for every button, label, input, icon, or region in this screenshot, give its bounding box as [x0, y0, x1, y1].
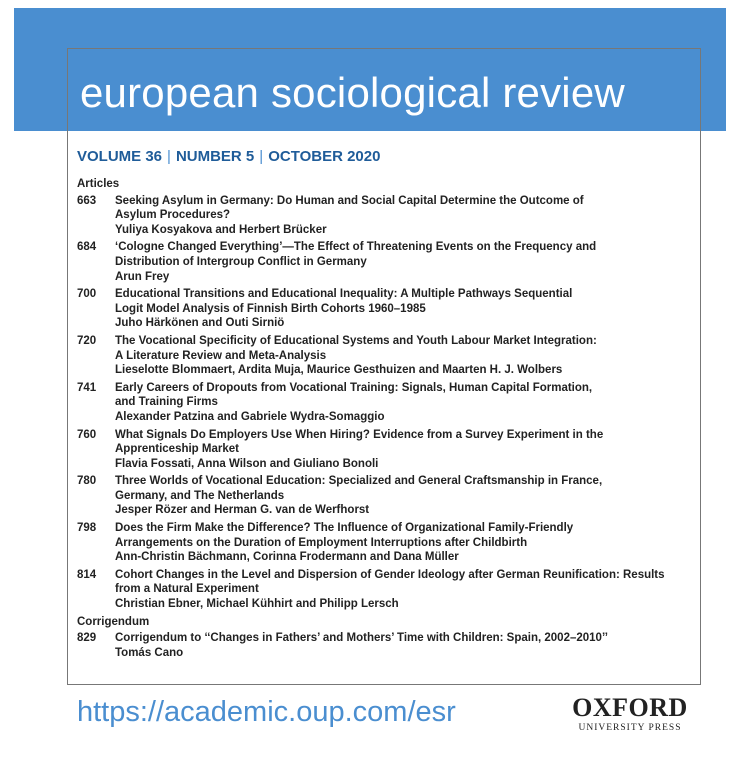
toc-article-authors: Flavia Fossati, Anna Wilson and Giuliano Bonoli — [115, 457, 379, 470]
toc-article-title: The Vocational Specificity of Educational Systems and Youth Labour Market Integration: — [115, 334, 597, 347]
toc-entry-body — [115, 568, 697, 612]
toc-article-title: Apprenticeship Market — [115, 443, 239, 456]
toc-entry-body — [115, 194, 697, 238]
date-label: OCTOBER 2020 — [268, 148, 381, 165]
toc-entry-body — [115, 287, 697, 331]
toc-page-number: 814 — [77, 568, 97, 581]
toc-article-title: Educational Transitions and Educational Inequality: A Multiple Pathways Sequential — [115, 288, 573, 301]
toc-entry[interactable] — [77, 428, 697, 472]
toc-entry[interactable] — [77, 194, 697, 238]
toc-entry[interactable] — [77, 631, 697, 660]
toc-article-authors: Juho Härkönen and Outi Sirniö — [115, 317, 285, 330]
toc-page-number: 741 — [77, 381, 97, 394]
toc-article-title: Seeking Asylum in Germany: Do Human and Social Capital Determine the Outcome of — [115, 194, 584, 207]
corrigendum-heading: Corrigendum — [77, 615, 150, 628]
number-label: NUMBER 5 — [175, 148, 255, 165]
toc-entry[interactable] — [77, 334, 697, 378]
toc-article-authors: Christian Ebner, Michael Kühhirt and Philipp Lersch — [115, 598, 399, 611]
toc-entry[interactable] — [77, 381, 697, 425]
toc-article-authors: Tomás Cano — [115, 646, 184, 659]
toc-article-title: and Training Firms — [115, 396, 218, 409]
logo-press-text: UNIVERSITY PRESS — [578, 723, 682, 733]
toc-page-number: 780 — [77, 475, 97, 488]
journal-url-link[interactable]: https://academic.oup.com/esr — [77, 696, 456, 728]
toc-article-authors: Jesper Rözer and Herman G. van de Werfhorst — [115, 504, 370, 517]
toc-entry-body — [115, 474, 697, 518]
articles-heading: Articles — [77, 178, 120, 190]
toc-entry-body — [115, 428, 697, 472]
volume-label: VOLUME 36 — [77, 148, 163, 165]
toc-article-title: A Literature Review and Meta-Analysis — [115, 349, 327, 362]
toc-article-title: ‘Cologne Changed Everything’—The Effect of Threatening Events on the Frequency and — [115, 241, 597, 254]
oxford-logo — [569, 694, 691, 734]
toc-article-title: Distribution of Intergroup Conflict in Germany — [115, 255, 367, 268]
toc-page-number: 760 — [77, 428, 97, 441]
corrigenda-list — [77, 631, 697, 660]
toc-article-authors: Yuliya Kosyakova and Herbert Brücker — [115, 223, 327, 236]
toc-article-title: from a Natural Experiment — [115, 583, 259, 596]
toc-page-number: 700 — [77, 288, 97, 301]
toc-article-title: Logit Model Analysis of Finnish Birth Cohorts 1960–1985 — [115, 302, 426, 315]
toc-page-number: 798 — [77, 522, 97, 535]
toc-article-title: Arrangements on the Duration of Employment Interruptions after Childbirth — [115, 536, 528, 549]
toc-article-title: Corrigendum to ‘‘Changes in Fathers’ and Mothers’ Time with Children: Spain, 2002–2010’’ — [115, 632, 608, 645]
toc-entry[interactable] — [77, 521, 697, 565]
toc-entry-body — [115, 334, 697, 378]
toc-page-number: 829 — [77, 632, 97, 645]
toc-entry[interactable] — [77, 568, 697, 612]
toc-article-title: What Signals Do Employers Use When Hiring? Evidence from a Survey Experiment in the — [115, 428, 604, 441]
toc-article-authors: Alexander Patzina and Gabriele Wydra-Somaggio — [115, 410, 385, 423]
toc-entry-body — [115, 381, 697, 425]
toc-article-authors: Lieselotte Blommaert, Ardita Muja, Maurice Gesthuizen and Maarten H. J. Wolbers — [115, 364, 563, 377]
toc-entry-body — [115, 631, 697, 660]
toc-article-authors: Arun Frey — [115, 270, 170, 283]
toc-article-title: Germany, and The Netherlands — [115, 489, 285, 502]
toc-article-authors: Ann-Christin Bächmann, Corinna Frodermann and Dana Müller — [115, 551, 459, 564]
journal-title: european sociological review — [80, 69, 625, 116]
table-of-contents — [77, 177, 697, 663]
toc-article-title: Early Careers of Dropouts from Vocational Training: Signals, Human Capital Formation, — [115, 381, 593, 394]
issue-line — [77, 148, 380, 165]
toc-entry[interactable] — [77, 287, 697, 331]
articles-list — [77, 194, 697, 612]
issue-separator: | — [167, 148, 171, 165]
toc-entry[interactable] — [77, 474, 697, 518]
toc-page-number: 684 — [77, 241, 97, 254]
toc-entry-body — [115, 240, 697, 284]
toc-entry-body — [115, 521, 697, 565]
toc-page-number: 663 — [77, 194, 97, 207]
toc-page-number: 720 — [77, 334, 97, 347]
toc-article-title: Asylum Procedures? — [115, 209, 231, 222]
toc-article-title: Three Worlds of Vocational Education: Specialized and General Craftsmanship in France, — [115, 475, 603, 488]
issue-separator: | — [259, 148, 264, 165]
toc-entry[interactable] — [77, 240, 697, 284]
toc-article-title: Cohort Changes in the Level and Dispersion of Gender Ideology after German Reunification: Results — [115, 568, 665, 581]
logo-oxford-text: OXFORD — [572, 693, 688, 722]
toc-article-title: Does the Firm Make the Difference? The Influence of Organizational Family-Friendly — [115, 522, 574, 535]
